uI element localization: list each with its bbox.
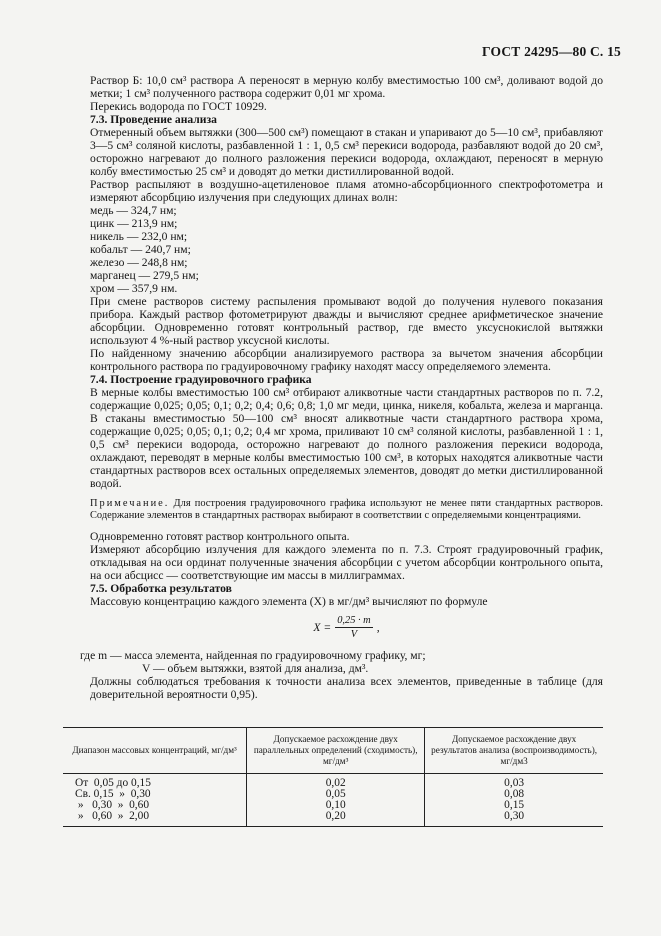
formula-fraction <box>335 614 372 641</box>
list-item: кобальт — 240,7 нм; <box>90 243 191 256</box>
section-heading-7-4: 7.4. Построение градуировочного графика <box>90 373 312 386</box>
accuracy-table <box>63 727 603 827</box>
table-cell: 0,20 <box>247 811 425 827</box>
document-body <box>80 74 603 701</box>
page-header: ГОСТ 24295—80 С. 15 <box>482 44 621 59</box>
table-cell: 0,08 <box>425 789 603 800</box>
list-item: никель — 232,0 нм; <box>90 230 188 243</box>
list-item: цинк — 213,9 нм; <box>90 217 178 230</box>
table-cell: 0,15 <box>425 800 603 811</box>
note-label: Примечание. <box>90 498 170 509</box>
list-item: марганец — 279,5 нм; <box>90 269 199 282</box>
table-cell: 0,05 <box>247 789 425 800</box>
table-cell: » 0,60 » 2,00 <box>63 811 247 827</box>
table-cell: 0,30 <box>425 811 603 827</box>
note-text: Для построения градуировочного графика используют не менее пяти стандартных растворов. Содержание элементов в стандартных растворах выбирают в соответствии с определяемыми концентрациями. <box>90 498 603 521</box>
table-header: Допускаемое расхождение двух параллельных определений (сходимость), мг/дм³ <box>247 728 425 774</box>
table-cell: 0,02 <box>247 774 425 790</box>
paragraph: Отмеренный объем вытяжки (300—500 см³) помещают в стакан и упаривают до 5—10 см³, прибавляют 3—5 см³ соляной кислоты, разбавленной 1 : 1, 0,5 см³ перекиси водорода, разбавляют водой до 20 см³, осторожно нагревают до полного разложения перекиси водорода, охлаждают, переносят в мерную колбу вместимостью 25 см³ и доводят до метки дистиллированной водой. <box>90 126 603 178</box>
list-item: железо — 248,8 нм; <box>90 256 188 269</box>
paragraph: В мерные колбы вместимостью 100 см³ отбирают аликвотные части стандартных растворов по п. 7.2, содержащие 0,025; 0,05; 0,1; 0,2; 0,4; 0,6; 0,8; 1,0 мг меди, цинка, никеля, кобальта, железа и марганца. В стаканы вместимостью 50—100 см³ вносят аликвотные части стандартного раствора хрома, содержащие 0,025; 0,05; 0,1; 0,2; 0,4 мг хрома, приливают 10 см³ соляной кислоты, разбавленной 1 : 1, 0,5 см³ перекиси водорода, осторожно нагревают до полного разложения перекиси водорода, охлаждают, переводят в мерные колбы вместимостью 100 см³, в которых находятся аликвотные части стандартных растворов всех остальных определяемых элементов, доводят до метки дистиллированной водой. <box>90 386 603 490</box>
formula-tail: , <box>376 621 380 634</box>
table-cell: 0,03 <box>425 774 603 790</box>
paragraph: Перекись водорода по ГОСТ 10929. <box>90 100 267 113</box>
table-cell: От 0,05 до 0,15 <box>75 777 151 789</box>
paragraph: Раствор распыляют в воздушно-ацетиленовое пламя атомно-абсорбционного спектрофотометра и измеряют абсорбцию излучения при следующих длинах волн: <box>90 178 603 204</box>
table-header: Допускаемое расхождение двух результатов анализа (воспроизводимость), мг/дм3 <box>425 728 603 774</box>
paragraph: Одновременно готовят раствор контрольного опыта. <box>90 530 350 543</box>
table-header-row <box>63 728 603 774</box>
wavelength-list <box>90 204 603 295</box>
list-item: медь — 324,7 нм; <box>90 204 177 217</box>
formula <box>90 614 603 641</box>
paragraph: При смене растворов систему распыления промывают водой до получения нулевого показания прибора. Каждый раствор фотометрируют дважды и вычисляют среднее арифметическое значение абсорбции. Одновременно готовят контрольный раствор, где вместо уксуснокислой вытяжки используют 4 %-ный раствор уксусной кислоты. <box>90 295 603 347</box>
list-item: хром — 357,9 нм. <box>90 282 178 295</box>
paragraph: По найденному значению абсорбции анализируемого раствора за вычетом значения абсорбции контрольного раствора по градуировочному графику находят массу определяемого элемента. <box>90 347 603 373</box>
table-header: Диапазон массовых концентраций, мг/дм³ <box>63 728 247 774</box>
paragraph: Массовую концентрацию каждого элемента (X) в мг/дм³ вычисляют по формуле <box>90 595 488 608</box>
table-row <box>63 811 603 827</box>
section-heading-7-5: 7.5. Обработка результатов <box>90 582 232 595</box>
where-line: V — объем вытяжки, взятой для анализа, дм³. <box>142 662 369 675</box>
paragraph: Измеряют абсорбцию излучения для каждого элемента по п. 7.3. Строят градуировочный график, откладывая на оси ординат полученные значения абсорбции с учетом абсорбции контрольного опыта, на оси абсцисс — соответствующие им массы в миллиграммах. <box>90 543 603 582</box>
where-line: где m — масса элемента, найденная по градуировочному графику, мг; <box>80 649 426 662</box>
table-cell: 0,10 <box>247 800 425 811</box>
formula-numerator: 0,25 · m <box>337 615 371 626</box>
paragraph: Раствор Б: 10,0 см³ раствора А переносят в мерную колбу вместимостью 100 см³, доливают водой до метки; 1 см³ полученного раствора содержит 0,01 мг хрома. <box>90 74 603 100</box>
note <box>90 498 603 522</box>
formula-denominator: V <box>350 629 358 640</box>
formula-lhs: X = <box>313 621 332 634</box>
table-cell: Св. 0,15 » 0,30 <box>75 788 151 800</box>
section-heading-7-3: 7.3. Проведение анализа <box>90 113 217 126</box>
table-cell: » 0,30 » 0,60 <box>75 799 150 811</box>
table-row <box>63 774 603 790</box>
paragraph: Должны соблюдаться требования к точности анализа всех элементов, приведенные в таблице (для доверительной вероятности 0,95). <box>90 675 603 701</box>
